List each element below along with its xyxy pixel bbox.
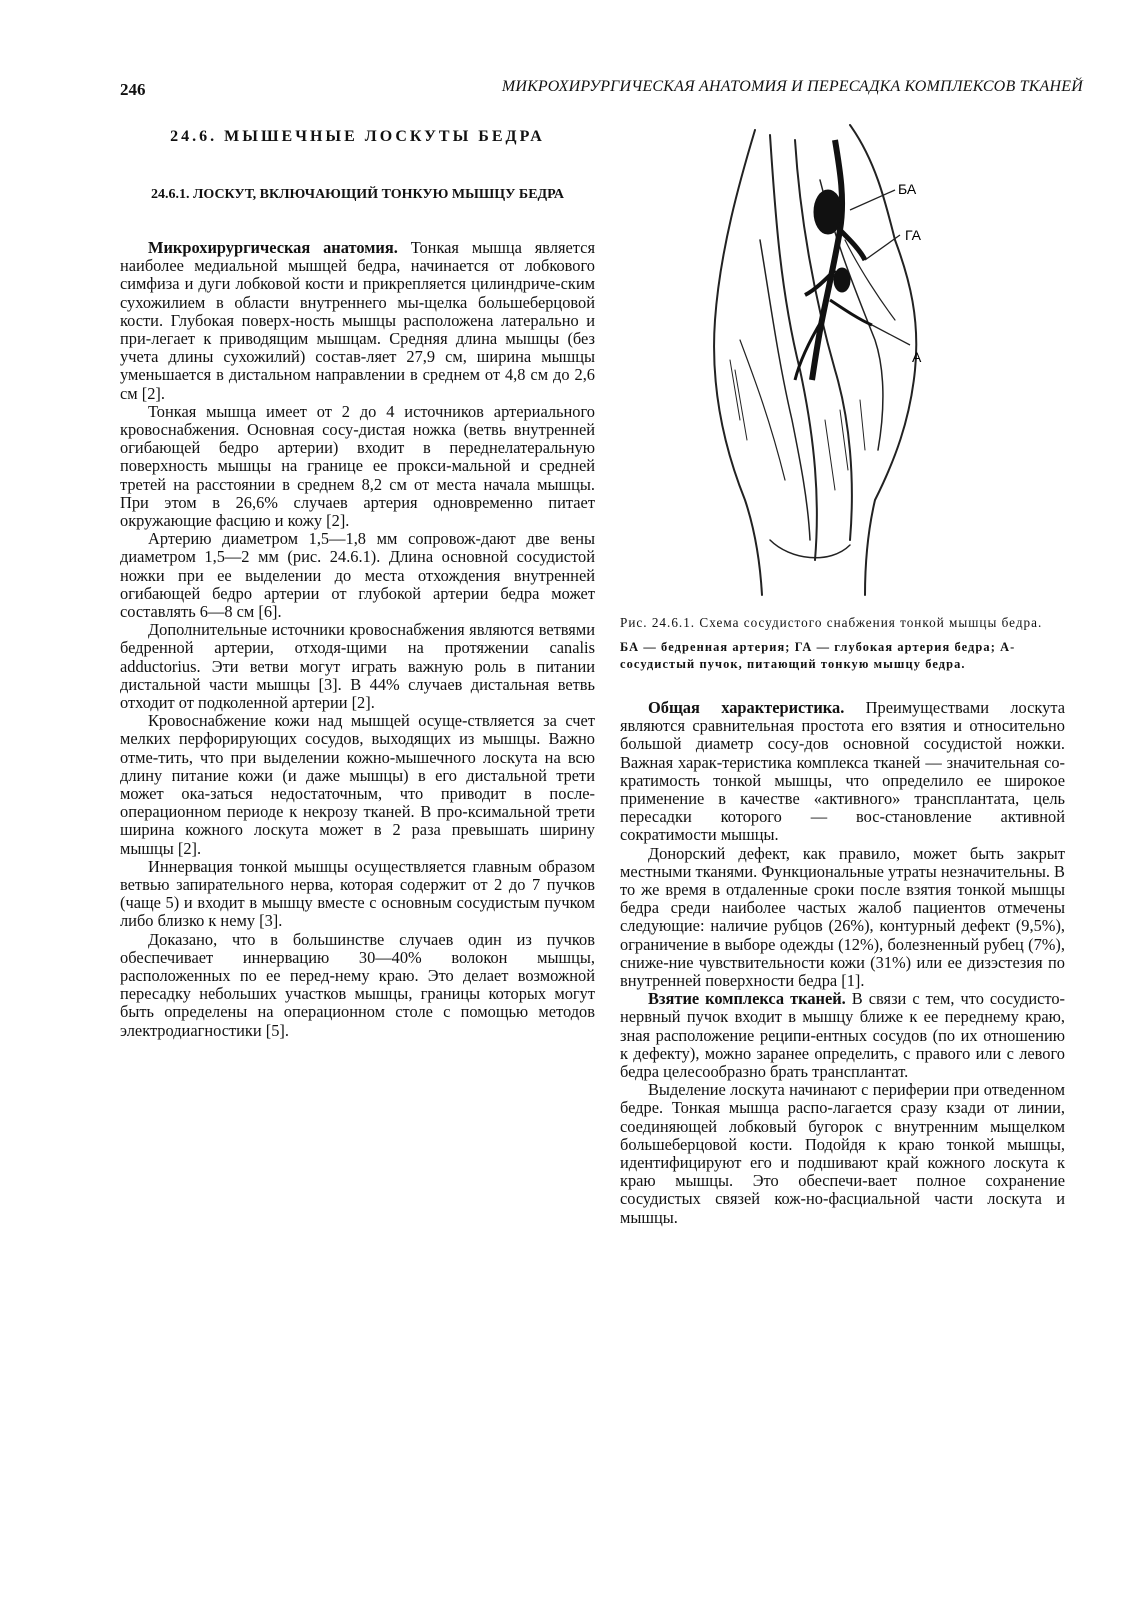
- paragraph-anatomy: [120, 239, 595, 403]
- right-column: [620, 120, 1065, 1227]
- paragraph-lead: Взятие комплекса тканей.: [648, 989, 846, 1009]
- label-deep-femoral-artery: ГА: [905, 227, 921, 243]
- running-head: МИКРОХИРУРГИЧЕСКАЯ АНАТОМИЯ И ПЕРЕСАДКА КОМПЛЕКСОВ ТКАНЕЙ: [501, 78, 1083, 95]
- paragraph-blood-supply: Тонкая мышца имеет от 2 до 4 источников артериального кровоснабжения. Основная сосу-дистая ножка (ветвь внутренней огибающей бедро артерии) входит в переднелатеральную поверхность мышцы на границе ее прокси-мальной и средней третей на расстоянии в среднем 8,2 см от места начала мышцы. При этом в 26,6% случаев артерия одновременно питает окружающие фасцию и кожу [2].: [120, 401, 595, 530]
- paragraph-text: В связи с тем, что сосудисто-нервный пучок входит в мышцу ближе к ее переднему краю, зная расположение реципи-ентных сосудов (по их отношению к дефекту), можно заранее определить, с правого или с левого бедра целесообразно брать трансплантат.: [620, 989, 1065, 1082]
- label-vascular-pedicle: А: [912, 349, 922, 365]
- paragraph-lead: Микрохирургическая анатомия.: [148, 237, 398, 257]
- figure-caption: Рис. 24.6.1. Схема сосудистого снабжения тонкой мышцы бедра.: [620, 615, 1043, 630]
- paragraph-harvest: [620, 990, 1065, 1081]
- paragraph-lead: Общая характеристика.: [648, 698, 845, 717]
- paragraph-donor-defect: Донорский дефект, как правило, может быть закрыт местными тканями. Функциональные утраты незначительны. В то же время в отдаленные сроки после взятия тонкой мышцы бедра среди наиболее частых жалоб пациентов отмечены следующие: наличие рубцов (26%), контурный дефект (9,5%), ограничение в выборе одежды (12%), болезненный рубец (7%), сниже-ние чувствительности кожи (31%) или ее дизэстезия по внутренней поверхности бедра [1].: [620, 843, 1065, 991]
- thigh-vascular-diagram: [700, 120, 990, 600]
- left-column: [120, 120, 595, 1040]
- paragraph-innervation: Иннервация тонкой мышцы осуществляется главным образом ветвью запирательного нерва, которая содержит от 2 до 7 пучков (чаще 5) и входит в мышцу вместе с основным сосудистым пучком либо близко к нему [3].: [120, 856, 595, 931]
- paragraph-general: [620, 699, 1065, 845]
- subsection-title: 24.6.1. ЛОСКУТ, ВКЛЮЧАЮЩИЙ ТОНКУЮ МЫШЦУ БЕДРА: [150, 187, 565, 202]
- paragraph-additional-sources: Дополнительные источники кровоснабжения являются ветвями бедренной артерии, отходя-щими на протяжении canalis adductorius. Эти ветви могут играть важную роль в питании дистальной части мышцы [3]. В 44% случаев дистальная ветвь отходит от подколенной артерии [2].: [120, 620, 595, 712]
- label-femoral-artery: БА: [898, 181, 917, 197]
- paragraph-text: Тонкая мышца является наиболее медиальной мышцей бедра, начинается от лобкового симфиза и дуги лобковой кости и прикрепляется цилиндриче-ским сухожилием в области внутреннего мы-щелка большеберцовой кости. Глубокая поверх-ность мышцы расположена латерально и при-легает к приводящим мышцам. Средняя длина мышцы (без учета длины сухожилий) состав-ляет 27,9 см, ширина мышцы уменьшается в дистальном направлении в среднем от 4,8 см до 2,6 см [2].: [120, 237, 595, 403]
- page-number: 246: [120, 80, 146, 99]
- paragraph-skin-supply: Кровоснабжение кожи над мышцей осуще-ствляется за счет мелких перфорирующих сосудов, выходящих из мышцы. Важно отме-тить, что при выделении кожно-мышечного лоскута на всю длину питание кожи (и даже мышцы) в его дистальной трети может ока-заться недостаточным, что приводит в после-операционном периоде к некрозу тканей. В про-ксимальной трети ширина кожного лоскута может в 2 раза превышать ширину мышцы [2].: [120, 711, 595, 858]
- paragraph-text: Преимуществами лоскута являются сравнительная простота его взятия и относительно большой диаметр сосу-дов основной сосудистой ножки. Важная харак-теристика комплекса тканей — значительная со-кратимость тонкой мышцы, что определило ее широкое применение в качестве «активного» трансплантата, цель пересадки которого — вос-становление активной сократимости мышцы.: [620, 698, 1065, 845]
- paragraph-fascicles: Доказано, что в большинстве случаев один из пучков обеспечивает иннервацию 30—40% волокон мышцы, расположенных по ее перед-нему краю. Это делает возможной пересадку небольших участков мышцы, границы которых могут быть определены на операционном столе с помощью методов электродиагностики [5].: [120, 929, 595, 1040]
- figure-legend: БА — бедренная артерия; ГА — глубокая артерия бедра; А- сосудистый пучок, питающий тонкую мышцу бедра.: [620, 640, 1016, 671]
- paragraph-artery-diameter: Артерию диаметром 1,5—1,8 мм сопровож-дают две вены диаметром 1,5—2 мм (рис. 24.6.1). Длина основной сосудистой ножки при ее выделении до места отхождения внутренней огибающей бедро артерии от глубокой артерии бедра может составлять 6—8 см [6].: [120, 529, 595, 621]
- figure-thigh-vessels: [620, 120, 1065, 610]
- paragraph-dissection: Выделение лоскута начинают с периферии при отведенном бедре. Тонкая мышца распо-лагается сразу кзади от линии, соединяющей лобковый бугорок с внутренним мыщелком большеберцовой кости. Подойдя к краю тонкой мышцы, идентифицируют его и подшивают край кожного лоскута к краю мышцы. Это обеспечи-вает полное сохранение сосудистых связей кож-но-фасциальной части лоскута и мышцы.: [620, 1080, 1065, 1227]
- section-title: 24.6. МЫШЕЧНЫЕ ЛОСКУТЫ БЕДРА: [170, 128, 545, 145]
